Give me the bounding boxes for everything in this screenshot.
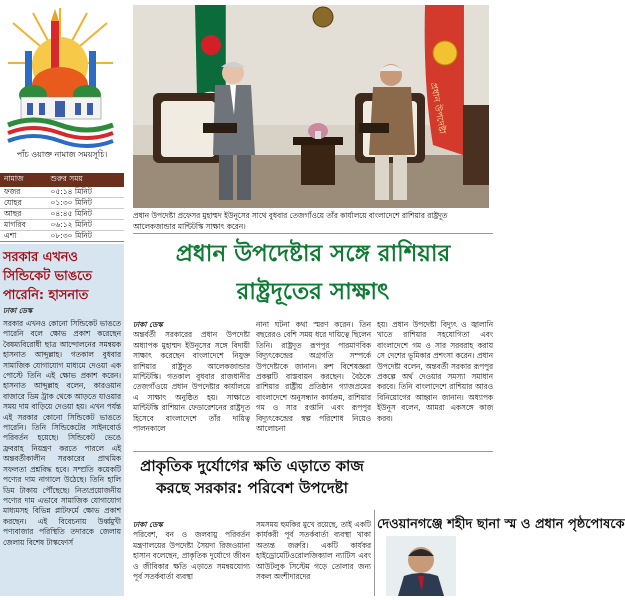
prayer-name: এশা xyxy=(0,231,47,242)
main-headline-line2: রাষ্ট্রদূতের সাক্ষাৎ xyxy=(236,279,390,305)
left-story-box xyxy=(0,244,124,596)
prayer-name: যোহর xyxy=(0,198,47,209)
prayer-time: ০৬:১২ মিনিট xyxy=(47,220,124,231)
divider xyxy=(374,510,375,596)
environment-story-column-2 xyxy=(256,520,371,582)
prayer-header-time: শুরুর সময় xyxy=(47,173,124,187)
environment-story-text-2: সমসময় হুমকির মুখে রয়েছে, তাই একটি কার্যকরী পূর্ব সতর্কবার্তা ব্যবস্থা খাকা অত্যন্ত জরুরি। একটি কার্যকর হাইড্রোমেটিওরোলজিক্যাল ন্যাটিস এবং আউটলুক সিস্টেম গড়ে তোলার জন্য সকল অংশীদারদের xyxy=(256,520,371,582)
main-story-column-3 xyxy=(377,320,493,424)
left-story-body: সরকার এখনও কোনো সিন্ডিকেট ভাঙতে পারেনি বলে ক্ষোভ প্রকাশ করেছেন বৈষম্যবিরোধী ছাত্র আন্দোলনের সমন্বয়ক হাসনাত আব্দুল্লাহ। গতকাল বুধবার সামাজিক যোগাযোগ মাধ্যমে দেওয়া এক পোস্টে তিনি এই ক্ষোভ প্রকাশ করেন। হাসনাত আব্দুল্লাহ বলেন, কারওয়ান বাজারে ডিম ট্রাক থেকে আড়তে যাওয়ার সময় দাম বাড়িয়ে দেওয়া হয়। এখন পর্যন্ত এই সরকার কোনো সিন্ডিকেট ভাঙতে পারেনি। তিনি সিন্ডিকেটের সাইনবোর্ড পরিবর্তন হয়েছে। সিন্ডিকেট ভেঙে ফ্রবরাহ নিয়ন্ত্রণ করতে পারলে এই অন্তবর্তীকালীন সরকারের প্রাথমিক সফলতা প্রশ্নবিদ্ধ হবে। সম্প্রতি কয়েকটি পণ্যের দাম নাগালে উঠেছে। তিনি হালি ডিম টাকায় পৌঁছেছে। নিত্যপ্রয়োজনীয় পণ্যের দাম এভাবে সামাজিক যোগাযোগ মাধ্যমসহ বিভিন্ন প্লাটফর্মে ক্ষোভ প্রকাশ করছেন। এই বিবেচনায় উর্ধ্বমুখী পণ্যবাজার পরিস্থিতি তদারকে জেলায় জেলায় বিশেষ টাস্কফোর্স xyxy=(3,319,121,547)
prayer-row xyxy=(0,231,124,242)
prayer-header-name: নামাজ xyxy=(0,173,47,187)
prayer-time: ০৫:১৪ মিনিট xyxy=(47,187,124,198)
person-portrait-image xyxy=(386,536,456,596)
main-story-column-2 xyxy=(256,320,371,434)
environment-story-dateline: ঢাকা ডেস্ক xyxy=(133,520,163,529)
photo-caption: প্রধান উপদেষ্টা প্রফেসর মুহাম্মদ ইউনূসের সাথে বুধবার তেজগাঁওয়ে তাঁর কার্যালয়ে বাংলাদেশে রাশিয়ার রাষ্ট্রদূত আলেকজান্ডার মান্টিটস্কি সাক্ষাৎ করেন। xyxy=(133,211,448,231)
flag-text: প্রধান উপদেষ্টা xyxy=(427,81,447,135)
main-story-dateline: ঢাকা ডেস্ক xyxy=(133,320,163,329)
main-story-column-1 xyxy=(133,320,250,434)
mosque-illustration xyxy=(3,3,118,148)
meeting-photo xyxy=(133,5,489,208)
divider xyxy=(133,451,493,452)
prayer-row xyxy=(0,209,124,220)
main-story-text-2: নানা ঘটনা কথা স্মরণ করেন। তিন বছরেরও বেশি সময় ধরে দায়িত্বে ছিলেন তিনি। রাষ্ট্রদূত রূপপুর পারমাণবিক বিদ্যুৎকেন্দ্রের অগ্রগতি সম্পর্কে উপদেষ্টাকে জানান। রুশ বিশেষজ্ঞরা প্রকল্পটি বাস্তবায়ন করছেন। বৈঠকে রাশিয়ার রাষ্ট্রীয় প্রতিষ্ঠান গ্যাজপ্রমের বাংলাদেশে অনুসন্ধান কার্যক্রম, রাশিয়ার গম ও সার রপ্তানি এবং রূপপুর বিদ্যুৎকেন্দ্রের স্বল্প পরিশোধ নিয়েও আলোচনা xyxy=(256,320,371,434)
prayer-time: ০৪:৪৫ মিনিট xyxy=(47,209,124,220)
prayer-row xyxy=(0,187,124,198)
prayer-name: আছর xyxy=(0,209,47,220)
prayer-row xyxy=(0,220,124,231)
left-story-headline[interactable]: সরকার এখনও সিন্ডিকেট ভাঙতে পারেনি: হাসনাত xyxy=(3,250,92,303)
mosque-icon xyxy=(3,3,118,148)
prayer-table-header xyxy=(0,173,124,187)
prayer-row xyxy=(0,198,124,209)
meeting-scene-image xyxy=(133,5,489,208)
main-headline-line1: প্রধান উপদেষ্টার সঙ্গে রাশিয়ার xyxy=(175,241,451,267)
divider xyxy=(133,233,493,234)
main-story-text-1: অন্তর্বর্তী সরকারের প্রধান উপদেষ্টা অধ্যাপক মুহাম্মদ ইউনূসের সঙ্গে বিদায়ী সাক্ষাৎ করেছেন বাংলাদেশে নিযুক্ত রাশিয়ার রাষ্ট্রদূত আলেকজান্ডার মান্টিটস্কি। গতকাল বুধবার রাজধানীর তেজগাঁওয়ে প্রধান উপদেষ্টার কার্যালয়ে এ সাক্ষাৎ অনুষ্ঠিত হয়। সাক্ষাতে মান্টিটস্কি রাশিয়ান ফেডারেশনের রাষ্ট্রদূত হিসেবে বাংলাদেশে তাঁর দায়িত্ব পালনকালে xyxy=(133,330,250,434)
prayer-times-table xyxy=(0,173,124,242)
prayer-name: মাগরিব xyxy=(0,220,47,231)
left-story-dateline: ঢাকা ডেস্ক xyxy=(3,306,33,315)
prayer-times-caption: পাঁচ ওয়াক্ত নামাজ সময়সূচি। xyxy=(16,150,108,159)
environment-story-text-1: পরিবেশ, বন ও জলবায়ু পরিবর্তন মন্ত্রণালয়ের উপদেষ্টা সৈয়দা রিজওয়ানা হাসান বলেছেন, প্রাকৃতিক দুর্যোগে জীবন ও জীবিকার ক্ষতি এড়াতে সমন্বয়যোগ্য পূর্ব সতর্কবার্তা ব্যবস্থা xyxy=(133,530,250,582)
environment-story-headline[interactable]: প্রাকৃতিক দুর্যোগের ক্ষতি এড়াতে কাজ করছে সরকার: পরিবেশ উপদেষ্টা xyxy=(140,457,364,497)
environment-story-column-1 xyxy=(133,520,250,582)
prayer-time: ০৮:৩০ মিনিট xyxy=(47,231,124,242)
left-column xyxy=(0,0,124,596)
prayer-name: ফজর xyxy=(0,187,47,198)
portrait-photo xyxy=(386,536,456,596)
prayer-time: ০১:৩০ মিনিট xyxy=(47,198,124,209)
main-story-text-3: হয়। প্রধান উপদেষ্টা বিদ্যুৎ ও জ্বালানি খাতে রাশিয়ার সহযোগিতা এবং বাংলাদেশে গম ও সার সরবরাহ করায় সে দেশের ভূমিকার প্রশংসা করেন। প্রধান উপদেষ্টা বলেন, অন্তবর্তী সরকার রূপপুর প্রকল্পে অর্থ দেওয়ার সমস্যা সমাধান করবে। তিনি বাংলাদেশে রাশিয়ার আরও বিনিয়োগের আহ্বান জানান। অধ্যাপক ইউনূস বলেন, আমরা একসঙ্গে কাজ করব। xyxy=(377,320,493,423)
main-story-headline[interactable] xyxy=(133,235,493,311)
right-story-headline[interactable]: দেওয়ানগঞ্জে শহীদ ছানা স্ম ও প্রধান পৃষ্ঠপোষকে xyxy=(377,517,625,532)
